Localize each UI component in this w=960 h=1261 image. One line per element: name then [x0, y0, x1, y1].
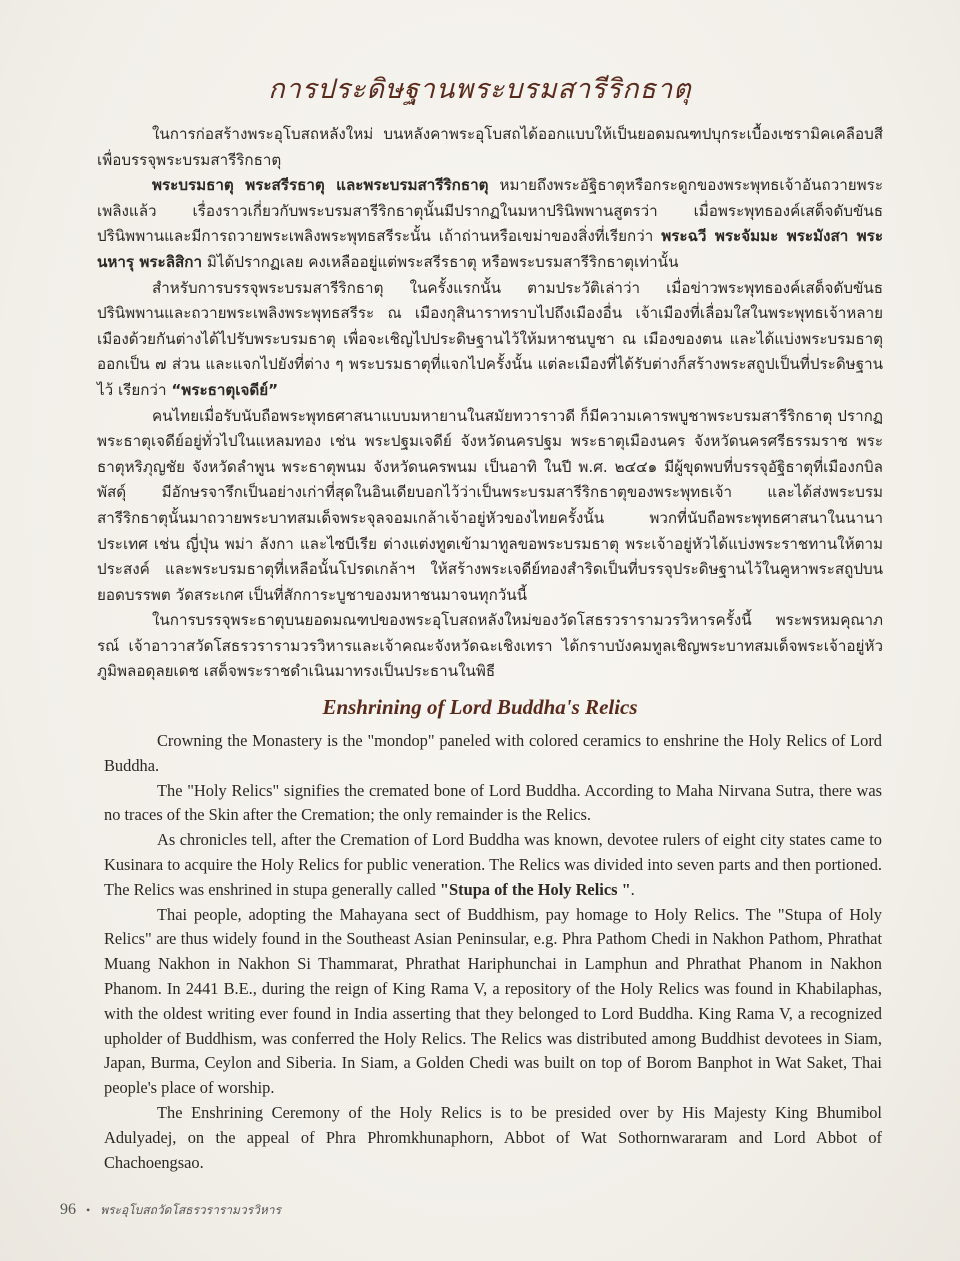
- thai-body: [97, 122, 883, 685]
- text-run: Crowning the Monastery is the "mondop" paneled with colored ceramics to enshrine the Holy Relics of Lord Buddha.: [104, 731, 882, 775]
- thai-paragraph: [97, 122, 883, 173]
- text-run: ในการก่อสร้างพระอุโบสถหลังใหม่ บนหลังคาพระอุโบสถได้ออกแบบให้เป็นยอดมณฑปบุกระเบื้องเซรามิคเคลือบสี เพื่อบรรจุพระบรมสารีริกธาตุ: [97, 125, 883, 169]
- english-paragraph: [104, 1101, 882, 1175]
- english-paragraph: [104, 779, 882, 829]
- text-run: หมายถึงพระอัฐิธาตุหรือกระดูกของพระพุทธเจ้าอันถวายพระเพลิงแล้ว เรื่องราวเกี่ยวกับพระบรมสารีริกธาตุนั้นมีปรากฏในมหาปรินิพพานสูตรว่า เมื่อพระพุทธองค์เสด็จดับขันธปรินิพพานและมีการถวายพระเพลิงพระพุทธสรีระนั้น เถ้าถ่านหรือเขม่าของสิ่งที่เรียกว่า: [97, 176, 883, 246]
- english-section-title: Enshrining of Lord Buddha's Relics: [322, 695, 638, 720]
- bold-phrase: พระบรมธาตุ พระสรีรธาตุ และพระบรมสารีริกธาตุ: [152, 176, 489, 195]
- page-number: 96: [60, 1201, 76, 1219]
- thai-paragraph: [97, 608, 883, 685]
- text-run: Thai people, adopting the Mahayana sect of Buddhism, pay homage to Holy Relics. The "Stupa of Holy Relics" are thus widely found in the Southeast Asian Peninsular, e.g. Phra Pathom Chedi in Nakhon Pathom, Phrathat Muang Nakhon in Nakhon Si Thammarat, Phrathat Hariphunchai in Lamphun and Phrathat Phanom in Nakhon Phanom. In 2441 B.E., during the reign of King Rama V, a repository of the Holy Relics was found in Khabilaphas, with the oldest writing ever found in India asserting that they belonged to Lord Buddha. King Rama V, a recognized upholder of Buddhism, was conferred the Holy Relics. The Relics was distributed among Buddhist devotees in Siam, Japan, Burma, Ceylon and Siberia. In Siam, a Golden Chedi was built on top of Borom Banphot in Wat Saket, Thai people's place of worship.: [104, 904, 882, 1098]
- text-run: The "Holy Relics" signifies the cremated bone of Lord Buddha. According to Maha Nirvana Sutra, there was no traces of the Skin after the Cremation; the only remainder is the Relics.: [104, 780, 882, 825]
- bold-phrase: พระฉวี พระจัมมะ พระมังสา พระนหารุ พระลิสิกา: [97, 227, 883, 271]
- thai-paragraph: [97, 276, 883, 404]
- text-run: .: [630, 879, 635, 899]
- text-run: The Enshrining Ceremony of the Holy Relics is to be presided over by His Majesty King Bhumibol Adulyadej, on the appeal of Phra Phromkhunaphorn, Abbot of Wat Sothornwararam and Lord Abbot of Chachoengsao.: [104, 1103, 882, 1172]
- english-body: [104, 729, 882, 1175]
- english-paragraph: [104, 729, 882, 779]
- text-run: ในการบรรจุพระธาตุบนยอดมณฑปของพระอุโบสถหลังใหม่ของวัดโสธรวรารามวรวิหารครั้งนี้ พระพรหมคุณาภรณ์ เจ้าอาวาสวัดโสธรวรารามวรวิหารและเจ้าคณะจังหวัดฉะเชิงเทรา ได้กราบบังคมทูลเชิญพระบาทสมเด็จพระเจ้าอยู่หัวภูมิพลอดุลยเดช เสด็จพระราชดำเนินมาทรงเป็นประธานในพิธี: [97, 611, 883, 681]
- english-paragraph: [104, 903, 882, 1101]
- page-footer: [60, 1199, 960, 1221]
- text-run: มิได้ปรากฏเลย คงเหลืออยู่แต่พระสรีรธาตุ หรือพระบรมสารีริกธาตุเท่านั้น: [202, 252, 679, 271]
- thai-section-title: การประดิษฐานพระบรมสารีริกธาตุ: [268, 74, 692, 105]
- text-run: สำหรับการบรรจุพระบรมสารีริกธาตุ ในครั้งแรกนั้น ตามประวัติเล่าว่า เมื่อข่าวพระพุทธองค์เสด็จดับขันธปรินิพพานและถวายพระเพลิงพระพุทธสรีระ ณ เมืองกุสินาราทราบไปถึงเมืองอื่น เจ้าเมืองที่เลื่อมใสในพระพุทธเจ้าหลายเมืองด้วยกันต่างได้ไปรับพระบรมธาตุ เพื่อจะเชิญไปประดิษฐานไว้ให้มหาชนบูชา ณ เมืองของตน และได้แบ่งพระบรมธาตุออกเป็น ๗ ส่วน และแจกไปยังที่ต่าง ๆ พระบรมธาตุที่แจกไปครั้งนั้น แต่ละเมืองที่ได้รับต่างก็สร้างพระสถูปเป็นที่ประดิษฐานไว้ เรียกว่า: [97, 278, 883, 399]
- english-paragraph: [104, 828, 882, 902]
- bold-phrase: "Stupa of the Holy Relics ": [439, 879, 631, 899]
- bold-phrase: “พระธาตุเจดีย์”: [171, 380, 279, 399]
- thai-paragraph: [97, 173, 883, 275]
- page-spacer: [0, 1175, 960, 1199]
- thai-paragraph: [97, 404, 883, 609]
- footer-separator: •: [86, 1203, 91, 1218]
- text-run: คนไทยเมื่อรับนับถือพระพุทธศาสนาแบบมหายานในสมัยทวาราวดี ก็มีความเคารพบูชาพระบรมสารีริกธาตุ ปรากฏพระธาตุเจดีย์อยู่ทั่วไปในแหลมทอง เช่น พระปฐมเจดีย์ จังหวัดนครปฐม พระธาตุเมืองนคร จังหวัดนครศรีธรรมราช พระธาตุหริภุญชัย จังหวัดลำพูน พระธาตุพนม จังหวัดนครพนม เป็นอาทิ ในปี พ.ศ. ๒๔๔๑ มีผู้ขุดพบที่บรรจุอัฐิธาตุที่เมืองกบิลพัสดุ์ มีอักษรจารึกเป็นอย่างเก่าที่สุดในอินเดียบอกไว้ว่าเป็นพระบรมสารีริกธาตุของพระพุทธเจ้า และได้ส่งพระบรมสารีริกธาตุนั้นมาถวายพระบาทสมเด็จพระจุลจอมเกล้าเจ้าอยู่หัวของไทยครั้งนั้น พวกที่นับถือพระพุทธศาสนาในนานาประเทศ เช่น ญี่ปุ่น พม่า ลังกา และไซบีเรีย ต่างแต่งทูตเข้ามาทูลขอพระบรมธาตุ พระเจ้าอยู่หัวได้แบ่งพระราชทานให้ตามประสงค์ และพระบรมธาตุที่เหลือนั้นโปรดเกล้าฯ ให้สร้างพระเจดีย์ทองสำริดเป็นที่บรรจุประดิษฐานไว้ในคูหาพระสถูปบนยอดบรรพต วัดสระเกศ เป็นที่สักการะบูชาของมหาชนมาจนทุกวันนี้: [97, 406, 883, 604]
- book-title: พระอุโบสถวัดโสธรวรารามวรวิหาร: [100, 1203, 281, 1218]
- text-run: As chronicles tell, after the Cremation of Lord Buddha was known, devotee rulers of eight city states came to Kusinara to acquire the Holy Relics for public veneration. The Relics was divided into seven parts and then portioned. The Relics was enshrined in stupa generally called: [104, 830, 882, 899]
